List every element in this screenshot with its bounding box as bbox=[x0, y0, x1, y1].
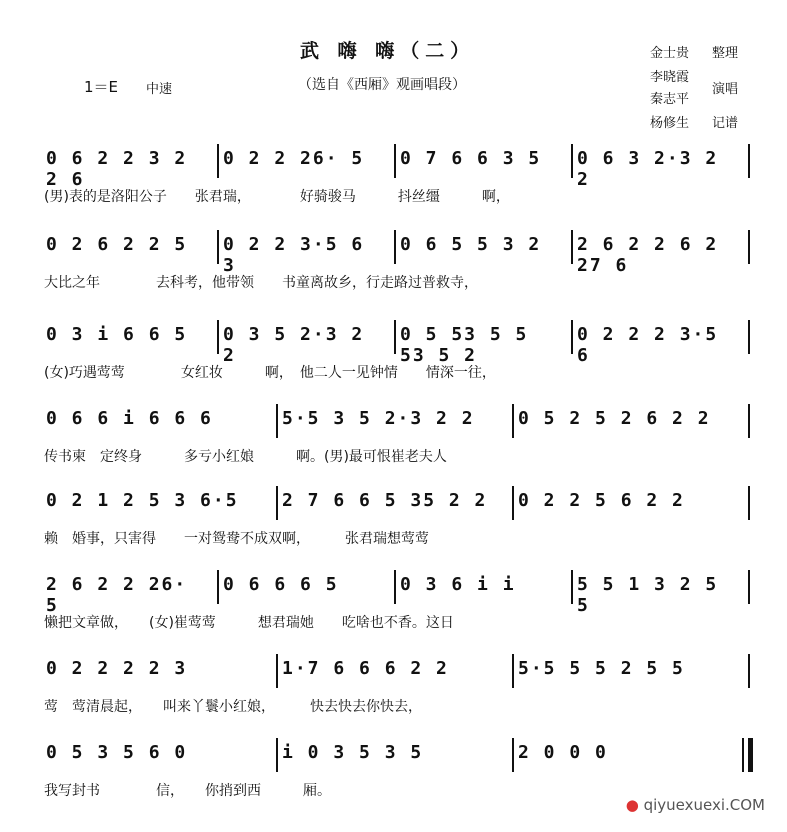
tempo-marking: 中速 bbox=[146, 82, 173, 97]
measure-notes: 0 2 2 26· 5 bbox=[223, 148, 365, 169]
barline bbox=[571, 570, 573, 604]
score-system-3 bbox=[0, 318, 787, 398]
barline bbox=[217, 570, 219, 604]
measure-notes: 2 0 0 0 bbox=[518, 742, 608, 763]
barline bbox=[217, 230, 219, 264]
measure-notes: 0 5 2 5 2 6 2 2 bbox=[518, 408, 711, 429]
measure-notes: 0 6 2 2 3 2 2 6 bbox=[46, 148, 188, 190]
barline bbox=[571, 320, 573, 354]
barline bbox=[512, 404, 514, 438]
score-system-2 bbox=[0, 228, 787, 308]
measure-notes: 0 5 53 5 5 53 5 2 bbox=[400, 324, 529, 366]
key-signature: 1＝E bbox=[84, 78, 119, 96]
barline bbox=[394, 144, 396, 178]
score-system-7 bbox=[0, 652, 787, 732]
barline bbox=[276, 486, 278, 520]
barline bbox=[748, 570, 750, 604]
measure-notes: 0 2 1 2 5 3 6·5 bbox=[46, 490, 239, 511]
measure-notes: 0 2 6 2 2 5 bbox=[46, 234, 188, 255]
barline bbox=[748, 654, 750, 688]
measure-notes: 0 6 6 6 5 bbox=[223, 574, 339, 595]
lyrics-line: 传书柬 定终身 多亏小红娘 啊。(男)最可恨崔老夫人 bbox=[44, 449, 447, 465]
final-barline bbox=[748, 738, 753, 772]
song-source: （选自《西厢》观画唱段） bbox=[298, 77, 466, 93]
barline bbox=[748, 486, 750, 520]
measure-notes: 0 2 2 2 3·5 6 bbox=[577, 324, 719, 366]
measure-notes: i 0 3 5 3 5 bbox=[282, 742, 424, 763]
watermark-logo-icon: ● bbox=[625, 796, 639, 814]
lyrics-line: 大比之年 去科考，他带领 书童离故乡，行走路过普救寺， bbox=[44, 275, 478, 291]
barline bbox=[394, 320, 396, 354]
watermark-text: qiyuexuexi.COM bbox=[643, 796, 765, 814]
credit-singer-2: 秦志平 bbox=[650, 92, 690, 107]
credit-singer-1: 李晓霞 bbox=[650, 70, 690, 85]
credit-singer-role: 演唱 bbox=[712, 82, 739, 97]
score-system-4 bbox=[0, 402, 787, 482]
measure-notes: 0 3 5 2·3 2 2 bbox=[223, 324, 365, 366]
measure-notes: 0 3 6 i i bbox=[400, 574, 516, 595]
score-system-6 bbox=[0, 568, 787, 648]
barline bbox=[217, 144, 219, 178]
measure-notes: 2 6 2 2 6 2 27 6 bbox=[577, 234, 719, 276]
measure-notes: 5·5 5 5 2 5 5 bbox=[518, 658, 685, 679]
final-barline-thin bbox=[742, 738, 744, 772]
barline bbox=[394, 570, 396, 604]
credit-arranger: 金士贵 bbox=[650, 46, 690, 61]
measure-notes: 5 5 1 3 2 5 5 bbox=[577, 574, 719, 616]
measure-notes: 2 6 2 2 26· 5 bbox=[46, 574, 188, 616]
credit-transcriber-role: 记谱 bbox=[712, 116, 739, 131]
credit-transcriber: 杨修生 bbox=[650, 116, 690, 131]
barline bbox=[748, 404, 750, 438]
barline bbox=[276, 654, 278, 688]
barline bbox=[276, 404, 278, 438]
barline bbox=[571, 144, 573, 178]
score-system-1 bbox=[0, 142, 787, 222]
lyrics-line: 我写封书 信， 你捎到西 厢。 bbox=[44, 783, 331, 799]
lyrics-line: (男)表的是洛阳公子 张君瑞， 好骑骏马 抖丝缰 啊， bbox=[44, 189, 510, 205]
barline bbox=[571, 230, 573, 264]
lyrics-line: 赖 婚事，只害得 一对鸳鸯不成双啊， 张君瑞想莺莺 bbox=[44, 531, 429, 547]
score-system-5 bbox=[0, 484, 787, 564]
credit-arranger-role: 整理 bbox=[712, 46, 739, 61]
measure-notes: 0 3 i 6 6 5 bbox=[46, 324, 188, 345]
measure-notes: 1·7 6 6 6 2 2 bbox=[282, 658, 449, 679]
barline bbox=[512, 738, 514, 772]
measure-notes: 0 6 5 5 3 2 bbox=[400, 234, 542, 255]
song-title: 武 嗨 嗨（二） bbox=[300, 40, 476, 62]
measure-notes: 2 7 6 6 5 35 2 2 bbox=[282, 490, 488, 511]
measure-notes: 0 6 3 2·3 2 2 bbox=[577, 148, 719, 190]
watermark bbox=[626, 796, 765, 814]
barline bbox=[512, 486, 514, 520]
barline bbox=[512, 654, 514, 688]
lyrics-line: 莺 莺清晨起， 叫来丫鬟小红娘， 快去快去你快去， bbox=[44, 699, 422, 715]
barline bbox=[217, 320, 219, 354]
measure-notes: 0 2 2 5 6 2 2 bbox=[518, 490, 685, 511]
measure-notes: 0 6 6 i 6 6 6 bbox=[46, 408, 213, 429]
measure-notes: 0 2 2 2 2 3 bbox=[46, 658, 188, 679]
measure-notes: 0 7 6 6 3 5 bbox=[400, 148, 542, 169]
measure-notes: 5·5 3 5 2·3 2 2 bbox=[282, 408, 475, 429]
measure-notes: 0 5 3 5 6 0 bbox=[46, 742, 188, 763]
barline bbox=[748, 144, 750, 178]
barline bbox=[394, 230, 396, 264]
lyrics-line: (女)巧遇莺莺 女红妆 啊， 他二人一见钟情 情深一往， bbox=[44, 365, 496, 381]
barline bbox=[748, 230, 750, 264]
barline bbox=[276, 738, 278, 772]
measure-notes: 0 2 2 3·5 6 3 bbox=[223, 234, 365, 276]
barline bbox=[748, 320, 750, 354]
lyrics-line: 懒把文章做， (女)崔莺莺 想君瑞她 吃啥也不香。这日 bbox=[44, 615, 454, 631]
